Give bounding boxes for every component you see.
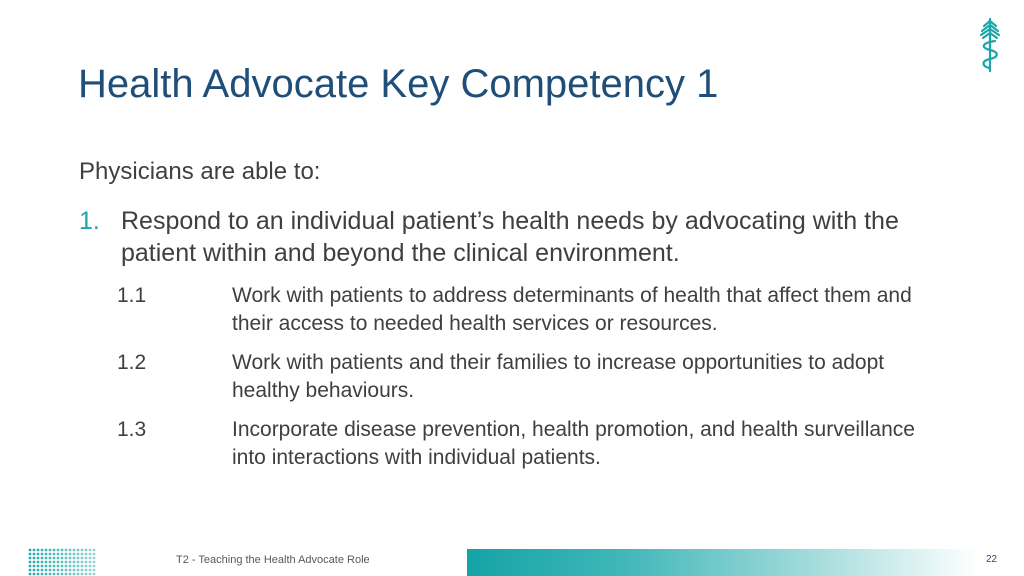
grid-dot [49, 553, 52, 556]
sub-point-number: 1.2 [117, 351, 147, 374]
grid-dot [45, 569, 48, 572]
grid-dot [41, 573, 44, 576]
grid-dot [49, 569, 52, 572]
grid-dot [49, 561, 52, 564]
grid-dot [73, 549, 76, 552]
grid-dot [85, 561, 88, 564]
grid-dot [69, 549, 72, 552]
grid-dot [77, 549, 80, 552]
grid-dot [69, 569, 72, 572]
sub-point-text: Incorporate disease prevention, health promotion, and health surveillance into interactions with individual patients. [232, 418, 915, 469]
grid-dot [41, 561, 44, 564]
grid-dot [85, 549, 88, 552]
grid-dot [85, 557, 88, 560]
grid-dot [65, 557, 68, 560]
grid-dot [53, 565, 56, 568]
grid-dot [89, 565, 92, 568]
key-point-text: Respond to an individual patient’s health needs by advocating with the patient within and beyond the clinical environment. [121, 207, 899, 267]
grid-dot [53, 553, 56, 556]
grid-dot [73, 565, 76, 568]
grid-dot [53, 549, 56, 552]
grid-dot [37, 573, 40, 576]
sub-point [117, 349, 937, 405]
grid-dot [53, 569, 56, 572]
grid-dot [33, 573, 36, 576]
grid-dot [45, 553, 48, 556]
grid-dot [93, 561, 96, 564]
grid-dot [65, 565, 68, 568]
grid-dot [33, 565, 36, 568]
grid-dot [61, 557, 64, 560]
grid-dot [37, 569, 40, 572]
grid-dot [93, 557, 96, 560]
grid-dot [61, 573, 64, 576]
grid-dot [93, 569, 96, 572]
grid-dot [89, 553, 92, 556]
grid-dot [85, 553, 88, 556]
grid-dot [69, 565, 72, 568]
grid-dot [33, 557, 36, 560]
grid-dot [89, 557, 92, 560]
grid-dot [73, 553, 76, 556]
grid-dot [49, 557, 52, 560]
grid-dot [61, 569, 64, 572]
grid-dot [65, 549, 68, 552]
sub-point [117, 416, 937, 472]
grid-dot [33, 553, 36, 556]
grid-dot [81, 549, 84, 552]
grid-dot [65, 561, 68, 564]
grid-dot [53, 573, 56, 576]
grid-dot [77, 557, 80, 560]
grid-dot [53, 557, 56, 560]
sub-point [117, 282, 937, 338]
grid-dot [77, 553, 80, 556]
grid-dot [45, 557, 48, 560]
dot-grid-icon [28, 548, 96, 576]
footer-label: T2 - Teaching the Health Advocate Role [176, 554, 370, 566]
grid-dot [29, 573, 32, 576]
grid-dot [29, 549, 32, 552]
grid-dot [41, 553, 44, 556]
grid-dot [85, 565, 88, 568]
caduceus-icon [973, 17, 1007, 73]
slide-title: Health Advocate Key Competency 1 [78, 62, 719, 106]
grid-dot [65, 553, 68, 556]
grid-dot [61, 549, 64, 552]
grid-dot [41, 557, 44, 560]
grid-dot [61, 561, 64, 564]
grid-dot [41, 565, 44, 568]
grid-dot [93, 553, 96, 556]
grid-dot [29, 561, 32, 564]
grid-dot [45, 573, 48, 576]
sub-point-number: 1.3 [117, 418, 147, 441]
grid-dot [81, 565, 84, 568]
sub-point-number: 1.1 [117, 284, 147, 307]
grid-dot [57, 561, 60, 564]
grid-dot [45, 561, 48, 564]
grid-dot [69, 561, 72, 564]
grid-dot [45, 565, 48, 568]
grid-dot [81, 557, 84, 560]
grid-dot [37, 561, 40, 564]
grid-dot [57, 573, 60, 576]
grid-dot [53, 561, 56, 564]
grid-dot [57, 549, 60, 552]
grid-dot [41, 569, 44, 572]
grid-dot [29, 553, 32, 556]
grid-dot [89, 561, 92, 564]
grid-dot [49, 549, 52, 552]
grid-dot [81, 553, 84, 556]
grid-dot [93, 573, 96, 576]
grid-dot [65, 569, 68, 572]
grid-dot [61, 565, 64, 568]
sub-point-text: Work with patients to address determinants of health that affect them and their access to needed health services or resources. [232, 284, 912, 335]
grid-dot [37, 565, 40, 568]
footer-gradient-bar [467, 549, 977, 576]
grid-dot [33, 569, 36, 572]
grid-dot [73, 569, 76, 572]
grid-dot [45, 549, 48, 552]
grid-dot [89, 549, 92, 552]
grid-dot [93, 549, 96, 552]
grid-dot [57, 553, 60, 556]
intro-text: Physicians are able to: [79, 158, 321, 185]
grid-dot [33, 549, 36, 552]
grid-dot [81, 569, 84, 572]
grid-dot [29, 557, 32, 560]
grid-dot [77, 565, 80, 568]
grid-dot [89, 573, 92, 576]
grid-dot [81, 561, 84, 564]
grid-dot [77, 573, 80, 576]
grid-dot [57, 565, 60, 568]
grid-dot [93, 565, 96, 568]
sub-point-text: Work with patients and their families to increase opportunities to adopt healthy behaviours. [232, 351, 885, 402]
key-point-number: 1. [79, 207, 100, 235]
grid-dot [29, 565, 32, 568]
grid-dot [37, 549, 40, 552]
grid-dot [73, 557, 76, 560]
page-number: 22 [986, 554, 998, 565]
grid-dot [69, 553, 72, 556]
grid-dot [73, 561, 76, 564]
grid-dot [65, 573, 68, 576]
grid-dot [57, 557, 60, 560]
key-point [79, 205, 959, 269]
grid-dot [37, 553, 40, 556]
grid-dot [69, 557, 72, 560]
grid-dot [49, 573, 52, 576]
grid-dot [85, 573, 88, 576]
grid-dot [57, 569, 60, 572]
grid-dot [29, 569, 32, 572]
grid-dot [85, 569, 88, 572]
grid-dot [77, 561, 80, 564]
grid-dot [37, 557, 40, 560]
grid-dot [33, 561, 36, 564]
grid-dot [77, 569, 80, 572]
grid-dot [61, 553, 64, 556]
grid-dot [49, 565, 52, 568]
grid-dot [41, 549, 44, 552]
grid-dot [81, 573, 84, 576]
grid-dot [89, 569, 92, 572]
grid-dot [73, 573, 76, 576]
grid-dot [69, 573, 72, 576]
